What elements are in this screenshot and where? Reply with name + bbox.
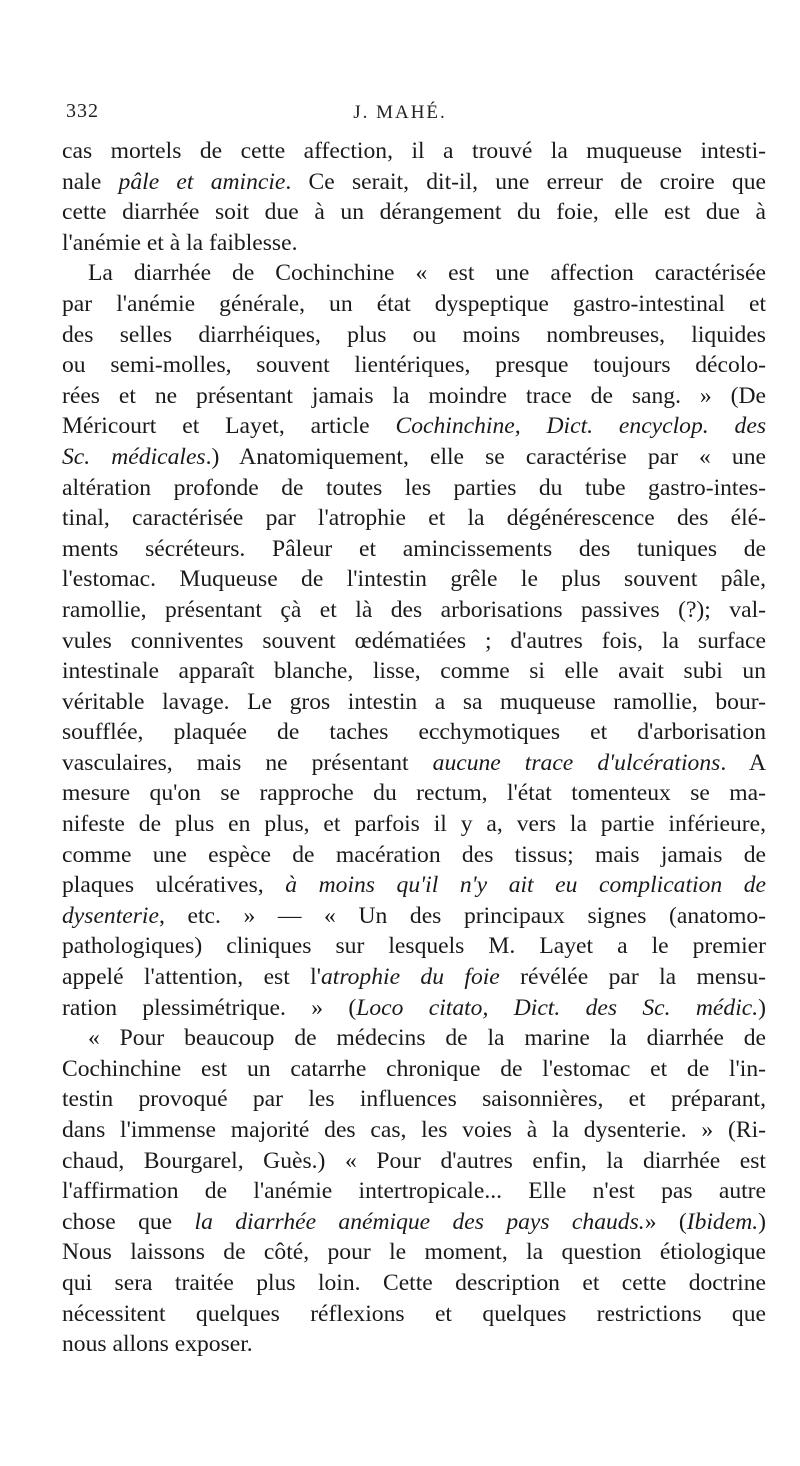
text-span: dans l'immense majorité des cas, les voies à la dysenterie. » (Ri- (62, 1117, 766, 1143)
text-line (62, 870, 766, 901)
text-line (62, 778, 766, 809)
text-span: » ( (644, 1208, 687, 1235)
page-header (66, 100, 734, 130)
text-span: La diarrhée de Cochinchine « est une affection caractérisée (88, 260, 766, 287)
text-span: véritable lavage. Le gros intestin a sa muqueuse ramollie, bour- (62, 688, 766, 715)
italic-text: atrophie du foie (320, 964, 500, 991)
text-span: ramollie, présentant çà et là des arborisations passives (?); val- (62, 596, 766, 623)
text-line (62, 534, 766, 565)
text-line (62, 901, 766, 932)
text-span: ments sécréteurs. Pâleur et amincissements des tuniques de (62, 535, 766, 562)
text-span: ration plessimétrique. » ( (62, 994, 357, 1021)
text-line (62, 503, 766, 534)
text-line (62, 258, 766, 289)
body-text (62, 136, 766, 1360)
text-line (62, 1176, 766, 1207)
text-line (62, 962, 766, 993)
text-line (62, 993, 766, 1024)
text-span: vules conniventes souvent œdématiées ; d'autres fois, la surface (62, 627, 766, 654)
text-span: qui sera traitée plus loin. Cette description et cette doctrine (62, 1269, 766, 1296)
running-head: J. MAHÉ. (353, 102, 447, 123)
italic-text: dysenterie (62, 902, 159, 929)
text-span: chose que (62, 1208, 195, 1235)
text-span: par l'anémie générale, un état dyspeptique gastro-intestinal et (62, 290, 766, 317)
text-span: vasculaires, mais ne présentant (62, 749, 433, 776)
text-span: plaques ulcératives, (62, 872, 286, 899)
text-span: . Ce serait, dit-il, une erreur de croire que (285, 168, 766, 195)
text-span: Nous laissons de côté, pour le moment, la question étiologique (62, 1239, 766, 1266)
text-line (62, 1115, 766, 1146)
text-span: ) (758, 1208, 766, 1235)
italic-text: Loco citato, Dict. des Sc. médic. (356, 994, 759, 1021)
text-span: Cochinchine est un catarrhe chronique de l'estomac et de l'in- (62, 1055, 766, 1082)
text-line (62, 136, 766, 167)
text-span: « Pour beaucoup de médecins de la marine la diarrhée de (88, 1025, 766, 1052)
text-span: nifeste de plus en plus, et parfois il y a, vers la partie inférieure, (62, 811, 766, 838)
italic-text: pâle et amincie (118, 168, 286, 195)
text-span: pathologiques) cliniques sur lesquels M. Layet a le premier (62, 933, 766, 960)
text-line (62, 473, 766, 504)
text-line (62, 840, 766, 871)
text-line (62, 595, 766, 626)
text-line (62, 687, 766, 718)
text-line (62, 381, 766, 412)
text-span: .) Anatomiquement, elle se caractérise par « une (205, 443, 767, 470)
text-line (62, 748, 766, 779)
text-line (62, 228, 766, 259)
text-span: l'affirmation de l'anémie intertropicale... Elle n'est pas autre (62, 1178, 766, 1205)
text-line (62, 1084, 766, 1115)
text-span: l'estomac. Muqueuse de l'intestin grêle le plus souvent pâle, (62, 566, 766, 593)
text-line (62, 1054, 766, 1085)
text-span: révélée par la mensu- (499, 964, 766, 991)
text-span: ) (758, 994, 766, 1021)
text-span: altération profonde de toutes les parties du tube gastro-intes- (62, 474, 766, 501)
text-span: des selles diarrhéiques, plus ou moins nombreuses, liquides (62, 321, 766, 348)
text-span: soufflée, plaquée de taches ecchymotiques et d'arborisation (62, 719, 766, 746)
text-span: tinal, caractérisée par l'atrophie et la dégénérescence des élé- (62, 505, 766, 532)
text-span: l'anémie et à la faiblesse. (62, 229, 298, 256)
italic-text: Cochinchine, Dict. encyclop. des (395, 413, 767, 440)
text-line (62, 442, 766, 473)
text-line (62, 320, 766, 351)
text-span: cas mortels de cette affection, il a trouvé la muqueuse intesti- (62, 138, 766, 164)
text-line (62, 1237, 766, 1268)
text-span: rées et ne présentant jamais la moindre trace de sang. » (De (62, 382, 766, 409)
text-line (62, 717, 766, 748)
text-span: mesure qu'on se rapproche du rectum, l'état tomenteux se ma- (62, 780, 766, 807)
text-line (62, 411, 766, 442)
italic-text: aucune trace d'ulcérations (432, 749, 721, 776)
text-span: nécessitent quelques réflexions et quelques restrictions que (62, 1300, 766, 1327)
italic-text: la diarrhée anémique des pays chauds. (194, 1208, 645, 1235)
text-span: comme une espèce de macération des tissus; mais jamais de (62, 841, 766, 868)
text-line (62, 564, 766, 595)
text-span: chaud, Bourgarel, Guès.) « Pour d'autres enfin, la diarrhée est (62, 1147, 766, 1174)
text-line (62, 1268, 766, 1299)
text-span: , etc. » — « Un des principaux signes (anatomo- (158, 902, 766, 929)
text-line (62, 1146, 766, 1177)
text-span: Méricourt et Layet, article (62, 413, 396, 440)
text-line (62, 1329, 766, 1360)
text-span: testin provoqué par les influences saisonnières, et préparant, (62, 1086, 766, 1113)
text-line (62, 626, 766, 657)
italic-text: Ibidem. (686, 1208, 759, 1235)
text-line (62, 1023, 766, 1054)
text-line (62, 197, 766, 228)
italic-text: à moins qu'il n'y ait eu complication de (285, 872, 766, 899)
text-span: appelé l'attention, est l' (62, 964, 321, 991)
text-line (62, 656, 766, 687)
text-span: nous allons exposer. (62, 1331, 253, 1358)
text-line (62, 1207, 766, 1238)
text-line (62, 289, 766, 320)
text-line (62, 931, 766, 962)
text-line (62, 350, 766, 381)
text-span: . A (720, 749, 766, 776)
page-number: 332 (66, 100, 99, 122)
text-line (62, 167, 766, 198)
text-line (62, 1299, 766, 1330)
text-span: ou semi-molles, souvent lientériques, presque toujours décolo- (62, 352, 766, 379)
text-line (62, 809, 766, 840)
text-span: nale (62, 168, 119, 195)
text-span: intestinale apparaît blanche, lisse, comme si elle avait subi un (62, 658, 766, 685)
italic-text: Sc. médicales (62, 443, 206, 470)
text-span: cette diarrhée soit due à un dérangement du foie, elle est due à (62, 199, 766, 226)
